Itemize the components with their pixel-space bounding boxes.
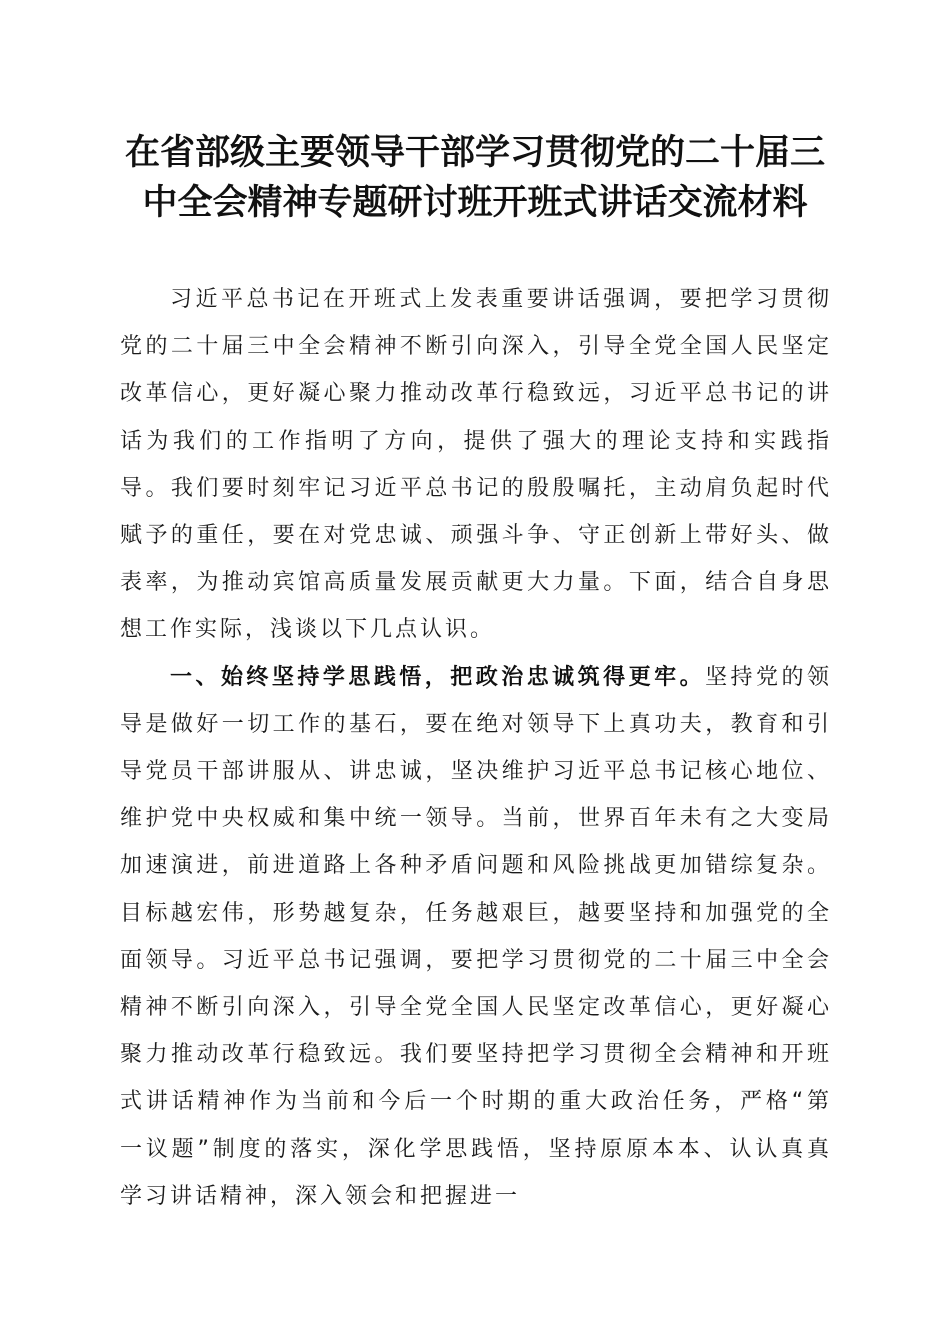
- section-1-body: 坚持党的领导是做好一切工作的基石，要在绝对领导下上真功夫，教育和引导党员干部讲服从、讲忠诚，坚决维护习近平总书记核心地位、维护党中央权威和集中统一领导。当前，世界百年未有之大变局加速演进，前进道路上各种矛盾问题和风险挑战更加错综复杂。目标越宏伟，形势越复杂，任务越艰巨，越要坚持和加强党的全面领导。习近平总书记强调，要把学习贯彻党的二十届三中全会精神不断引向深入，引导全党全国人民坚定改革信心，更好凝心聚力推动改革行稳致远。我们要坚持把学习贯彻全会精神和开班式讲话精神作为当前和今后一个时期的重大政治任务，严格“第一议题”制度的落实，深化学思践悟，坚持原原本本、认认真真学习讲话精神，深入领会和把握进一: [120, 664, 832, 1209]
- document-title: [100, 128, 850, 228]
- title-line-1: 在省部级主要领导干部学习贯彻党的二十届三: [124, 132, 825, 173]
- intro-paragraph: 习近平总书记在开班式上发表重要讲话强调，要把学习贯彻党的二十届三中全会精神不断引向深入，引导全党全国人民坚定改革信心，更好凝心聚力推动改革行稳致远，习近平总书记的讲话为我们的工作指明了方向，提供了强大的理论支持和实践指导。我们要时刻牢记习近平总书记的殷殷嘱托，主动肩负起时代赋予的重任，要在对党忠诚、顽强斗争、守正创新上带好头、做表率，为推动宾馆高质量发展贡献更大力量。下面，结合自身思想工作实际，浅谈以下几点认识。: [120, 287, 832, 643]
- section-1-heading: 一、始终坚持学思践悟，把政治忠诚筑得更牢。: [170, 664, 706, 690]
- section-1-paragraph: [120, 654, 832, 1220]
- title-line-2: 中全会精神专题研讨班开班式讲话交流材料: [142, 182, 808, 223]
- document-body: [120, 276, 832, 1220]
